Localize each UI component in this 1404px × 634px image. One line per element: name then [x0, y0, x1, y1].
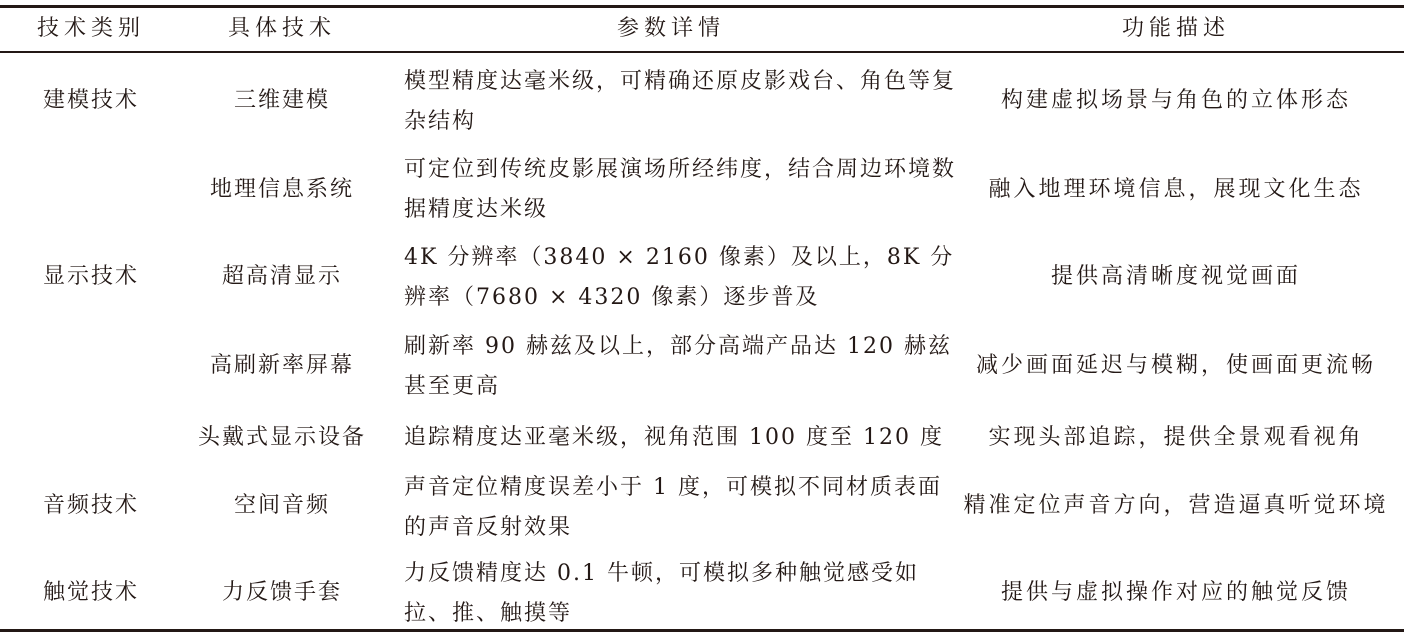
table-row-detail: 4K 分辨率（3840 × 2160 像素）及以上，8K 分辨率（7680 × 4320 像素）逐步普及 — [404, 245, 955, 310]
table-row-function: 构建虚拟场景与角色的立体形态 — [1000, 88, 1352, 113]
table-row-technology: 超高清显示 — [221, 264, 343, 289]
table-header-rule — [0, 51, 1404, 53]
category-audio: 音频技术 — [42, 493, 140, 518]
table-top-rule — [0, 5, 1404, 8]
table-row-function: 实现头部追踪，提供全景观看视角 — [988, 425, 1364, 450]
category-modeling: 建模技术 — [42, 88, 140, 113]
header-category: 技术类别 — [36, 16, 146, 41]
table-row-technology: 头戴式显示设备 — [197, 425, 367, 450]
table-row-detail: 声音定位精度误差小于 1 度，可模拟不同材质表面的声音反射效果 — [404, 475, 942, 540]
table-row-technology: 地理信息系统 — [209, 177, 355, 202]
table-row-detail: 可定位到传统皮影展演场所经纬度，结合周边环境数据精度达米级 — [404, 157, 957, 222]
table-row-function: 精准定位声音方向，营造逼真听觉环境 — [963, 493, 1389, 518]
table-row-technology: 高刷新率屏幕 — [209, 353, 355, 378]
category-display: 显示技术 — [42, 264, 140, 289]
table-row-technology: 三维建模 — [233, 88, 331, 113]
table-row-detail: 追踪精度达亚毫米级，视角范围 100 度至 120 度 — [404, 425, 944, 450]
table-row-function: 提供与虚拟操作对应的触觉反馈 — [1000, 580, 1352, 605]
table-row-function: 融入地理环境信息，展现文化生态 — [988, 177, 1364, 202]
table-row-technology: 空间音频 — [233, 493, 331, 518]
header-detail: 参数详情 — [616, 16, 726, 41]
header-technology: 具体技术 — [227, 16, 337, 41]
table-row-detail: 力反馈精度达 0.1 牛顿，可模拟多种触觉感受如拉、推、触摸等 — [404, 561, 919, 626]
table-row-function: 减少画面延迟与模糊，使画面更流畅 — [975, 353, 1377, 378]
table-row-detail: 刷新率 90 赫兹及以上，部分高端产品达 120 赫兹甚至更高 — [404, 334, 952, 399]
header-function: 功能描述 — [1121, 16, 1231, 41]
table-row-function: 提供高清晰度视觉画面 — [1050, 264, 1302, 289]
category-haptic: 触觉技术 — [42, 580, 140, 605]
table-row-technology: 力反馈手套 — [221, 580, 343, 605]
table-row-detail: 模型精度达毫米级，可精确还原皮影戏台、角色等复杂结构 — [404, 69, 957, 134]
